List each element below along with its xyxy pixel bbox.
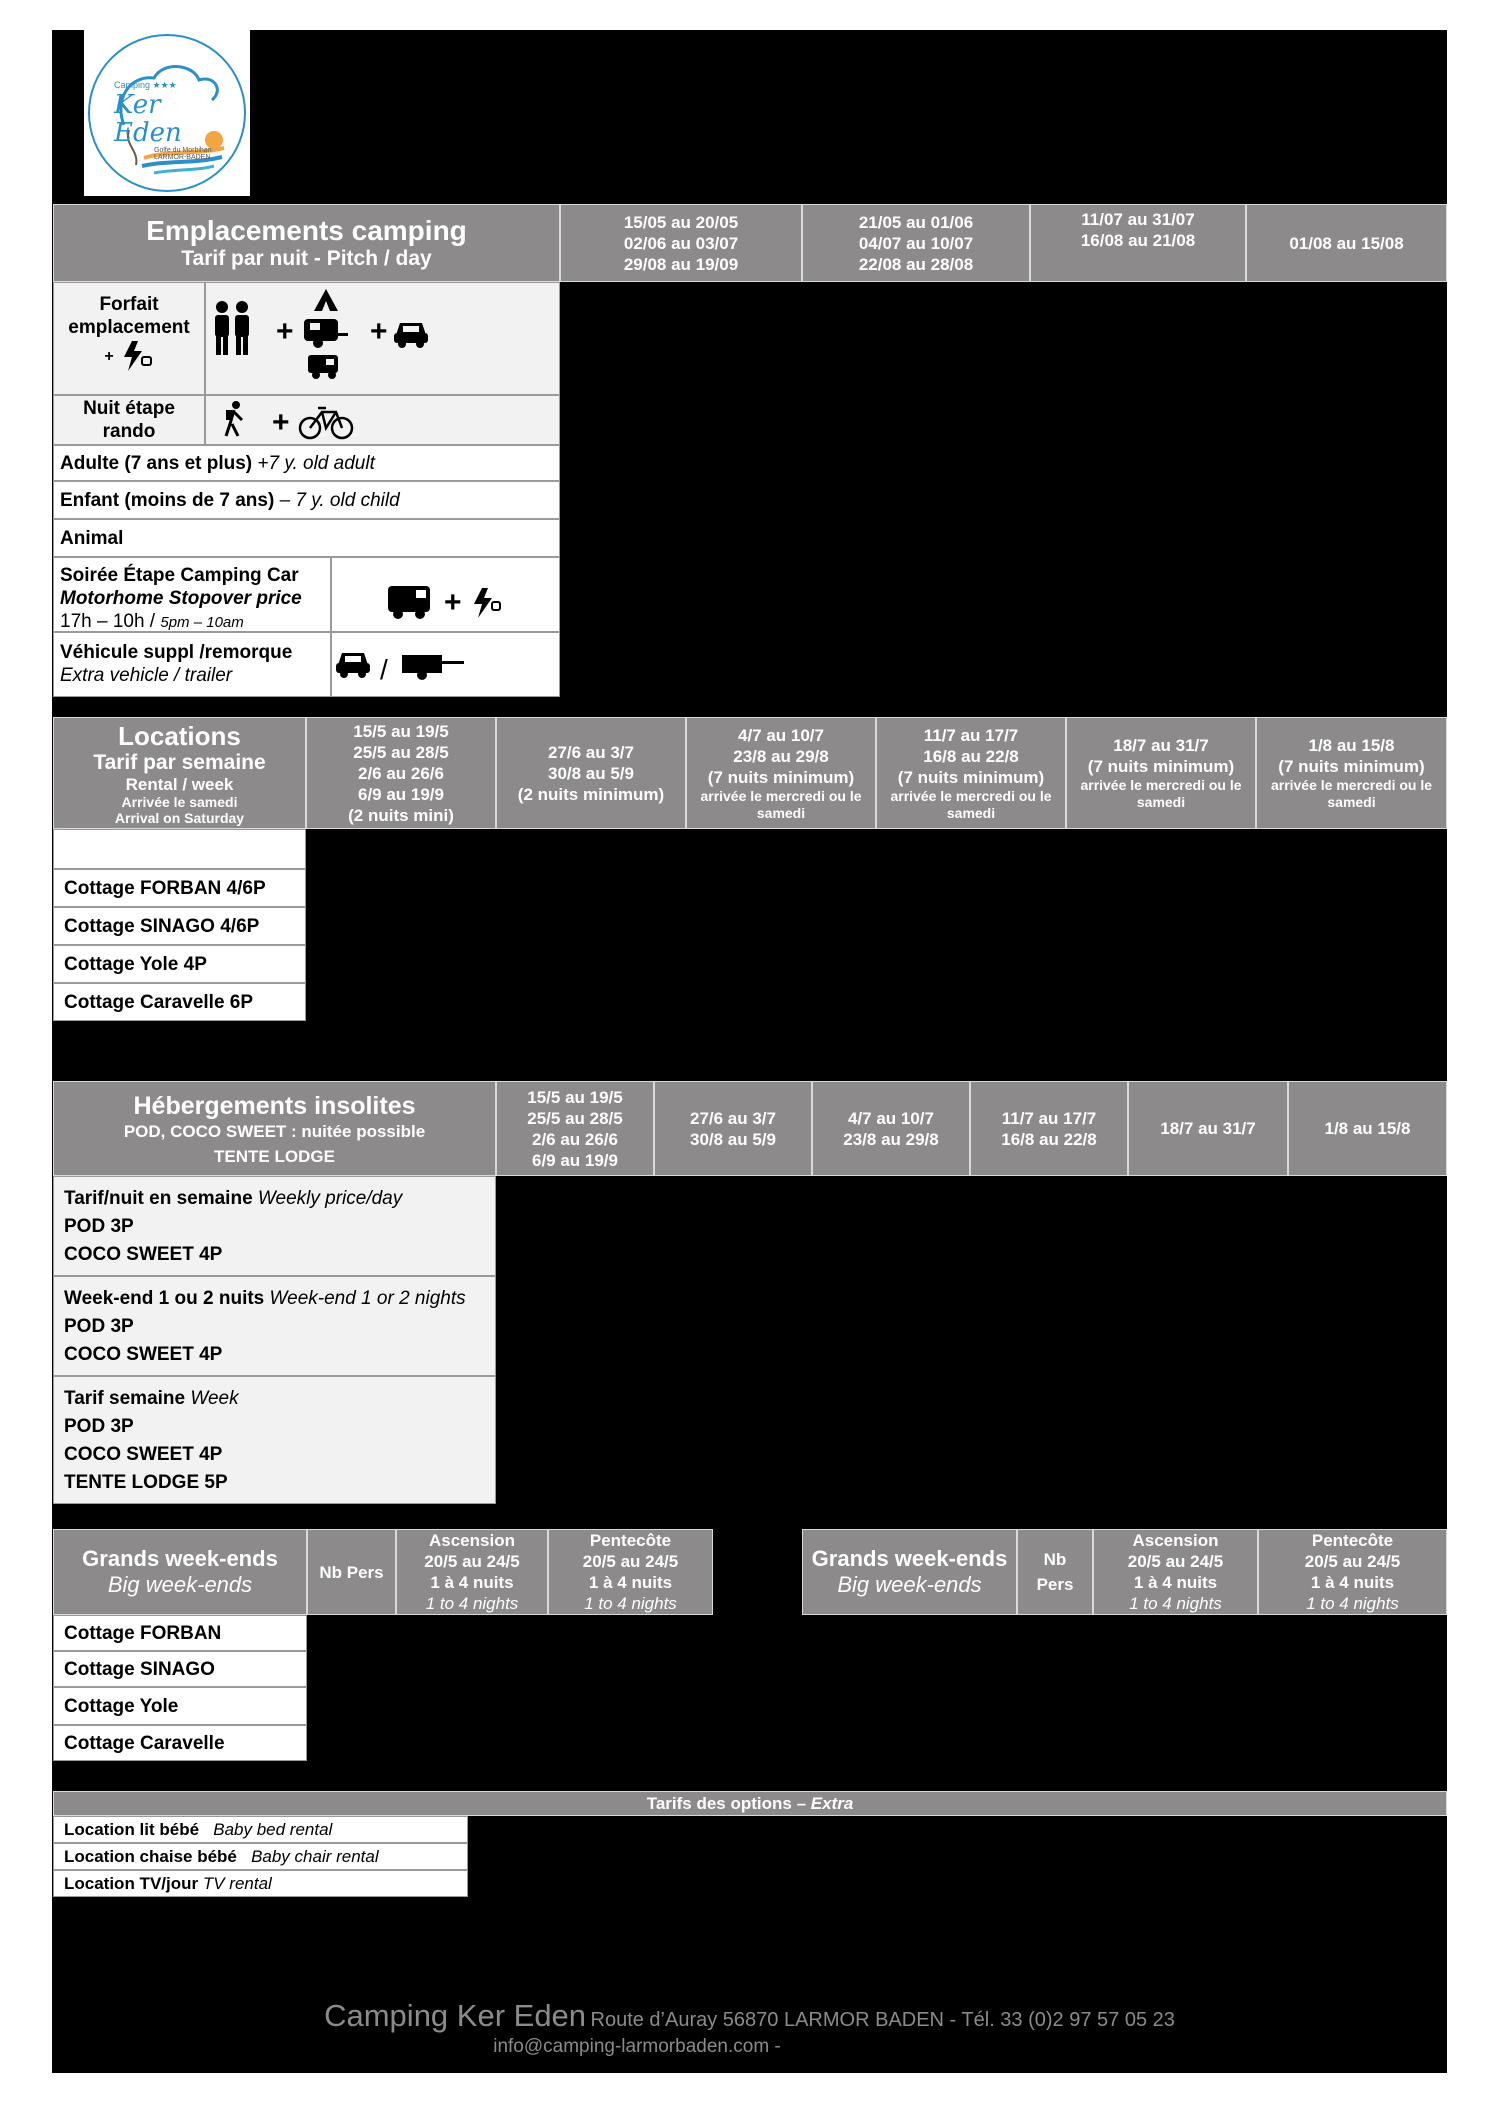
footer bbox=[52, 1998, 1447, 2068]
locations-header: Locations Tarif par semaine Rental / week Arrivée le samedi Arrival on Saturday bbox=[53, 717, 306, 829]
forfait-icons bbox=[205, 282, 560, 395]
soiree-icons bbox=[331, 557, 560, 632]
plus-sign-2: + bbox=[370, 315, 388, 348]
car-icon bbox=[336, 653, 370, 678]
insolites-header: Hébergements insolites POD, COCO SWEET : nuitée possible TENTE LODGE bbox=[53, 1081, 496, 1176]
hiker-icon bbox=[226, 401, 242, 436]
caravan-icon bbox=[304, 319, 348, 348]
insolites-group-1: Tarif/nuit en semaine Weekly price/day POD 3P COCO SWEET 4P bbox=[53, 1176, 496, 1276]
weekends-header-right: Grands week-ends Big week-ends bbox=[802, 1529, 1017, 1615]
plus-sign-4: + bbox=[444, 586, 462, 619]
camper-van-icon bbox=[308, 355, 338, 379]
insolites-group-2: Week-end 1 ou 2 nuits Week-end 1 or 2 nights POD 3P COCO SWEET 4P bbox=[53, 1276, 496, 1376]
emplacements-period-3: 11/07 au 31/07 16/08 au 21/08 bbox=[1030, 204, 1246, 282]
weekends-nbpers-right: Nb Pers bbox=[1017, 1529, 1093, 1615]
two-people-icon bbox=[215, 301, 249, 355]
plus-sign-3: + bbox=[272, 406, 290, 439]
electric-plug-icon bbox=[118, 339, 154, 373]
table-row: Cottage Yole bbox=[53, 1687, 307, 1725]
insolites-period-1: 15/5 au 19/5 25/5 au 28/5 2/6 au 26/6 6/9 au 19/9 bbox=[496, 1081, 654, 1176]
animal-row: Animal bbox=[53, 519, 560, 557]
motorhome-icon bbox=[388, 586, 430, 619]
tent-icon bbox=[314, 289, 338, 311]
insolites-period-3: 4/7 au 10/7 23/8 au 29/8 bbox=[812, 1081, 970, 1176]
weekends-pentecote-left: Pentecôte 20/5 au 24/5 1 à 4 nuits 1 to 4 nights bbox=[548, 1529, 713, 1615]
locations-period-1: 15/5 au 19/5 25/5 au 28/5 2/6 au 26/6 6/9 au 19/9 (2 nuits mini) bbox=[306, 717, 496, 829]
electric-plug-icon bbox=[474, 588, 500, 618]
logo bbox=[84, 30, 250, 196]
emplacements-header bbox=[53, 204, 560, 282]
bicycle-icon bbox=[300, 408, 352, 438]
weekends-pentecote-right: Pentecôte 20/5 au 24/5 1 à 4 nuits 1 to 4 nights bbox=[1258, 1529, 1447, 1615]
logo-camping: Camping ★★★ bbox=[114, 80, 177, 90]
adulte-row: Adulte (7 ans et plus) +7 y. old adult bbox=[53, 445, 560, 481]
insolites-period-6: 1/8 au 15/8 bbox=[1288, 1081, 1447, 1176]
slash-sign: / bbox=[380, 654, 388, 685]
option-row: Location chaise bébé Baby chair rental bbox=[53, 1843, 468, 1870]
options-header: Tarifs des options – Extra bbox=[53, 1791, 1447, 1816]
locations-blank-row bbox=[53, 829, 306, 869]
locations-period-6: 1/8 au 15/8 (7 nuits minimum) arrivée le mercredi ou le samedi bbox=[1256, 717, 1447, 829]
soiree-label: Soirée Étape Camping Car Motorhome Stopover price 17h – 10h / 5pm – 10am bbox=[53, 557, 331, 632]
option-row: Location lit bébé Baby bed rental bbox=[53, 1816, 468, 1843]
forfait-label: Forfait emplacement + bbox=[53, 282, 205, 395]
emplacements-title: Emplacements camping bbox=[146, 215, 467, 246]
weekends-ascension-right: Ascension 20/5 au 24/5 1 à 4 nuits 1 to 4 nights bbox=[1093, 1529, 1258, 1615]
table-row: Cottage Yole 4P bbox=[53, 945, 306, 983]
trailer-icon bbox=[402, 655, 464, 680]
insolites-period-4: 11/7 au 17/7 16/8 au 22/8 bbox=[970, 1081, 1128, 1176]
enfant-row: Enfant (moins de 7 ans) – 7 y. old child bbox=[53, 481, 560, 519]
table-row: Cottage SINAGO bbox=[53, 1651, 307, 1687]
weekends-ascension-left: Ascension 20/5 au 24/5 1 à 4 nuits 1 to 4 nights bbox=[396, 1529, 548, 1615]
footer-email: info@camping-larmorbaden.com - bbox=[493, 2036, 781, 2057]
option-row: Location TV/jour TV rental bbox=[53, 1870, 468, 1897]
table-row: Cottage SINAGO 4/6P bbox=[53, 907, 306, 945]
locations-period-4: 11/7 au 17/7 16/8 au 22/8 (7 nuits minimum) arrivée le mercredi ou le samedi bbox=[876, 717, 1066, 829]
locations-period-5: 18/7 au 31/7 (7 nuits minimum) arrivée le mercredi ou le samedi bbox=[1066, 717, 1256, 829]
logo-name: Ker Eden bbox=[114, 90, 182, 148]
vehicule-icons bbox=[331, 632, 560, 697]
emplacements-period-1: 15/05 au 20/05 02/06 au 03/07 29/08 au 19/09 bbox=[560, 204, 802, 282]
weekends-nbpers-left: Nb Pers bbox=[307, 1529, 396, 1615]
footer-name: Camping Ker Eden bbox=[324, 1998, 587, 2033]
emplacements-period-4: 01/08 au 15/08 bbox=[1246, 204, 1447, 282]
plus-sign-1: + bbox=[276, 315, 294, 348]
table-row: Cottage Caravelle 6P bbox=[53, 983, 306, 1021]
table-row: Cottage FORBAN 4/6P bbox=[53, 869, 306, 907]
locations-period-3: 4/7 au 10/7 23/8 au 29/8 (7 nuits minimum) arrivée le mercredi ou le samedi bbox=[686, 717, 876, 829]
rando-label: Nuit étape rando bbox=[53, 395, 205, 445]
logo-sub2: LARMOR-BADEN bbox=[154, 154, 211, 161]
emplacements-period-2: 21/05 au 01/06 04/07 au 10/07 22/08 au 28/08 bbox=[802, 204, 1030, 282]
vehicule-label: Véhicule suppl /remorque Extra vehicle / trailer bbox=[53, 632, 331, 697]
car-icon bbox=[394, 323, 428, 348]
table-row: Cottage Caravelle bbox=[53, 1725, 307, 1761]
emplacements-subtitle: Tarif par nuit - Pitch / day bbox=[181, 247, 432, 270]
insolites-period-5: 18/7 au 31/7 bbox=[1128, 1081, 1288, 1176]
rando-icons bbox=[205, 395, 560, 445]
insolites-period-2: 27/6 au 3/7 30/8 au 5/9 bbox=[654, 1081, 812, 1176]
weekends-header-left: Grands week-ends Big week-ends bbox=[53, 1529, 307, 1615]
insolites-group-3: Tarif semaine Week POD 3P COCO SWEET 4P TENTE LODGE 5P bbox=[53, 1376, 496, 1504]
table-row: Cottage FORBAN bbox=[53, 1615, 307, 1651]
footer-address: Route d’Auray 56870 LARMOR BADEN - Tél. 33 (0)2 97 57 05 23 bbox=[590, 2009, 1175, 2031]
logo-sub1: Golfe du Morbihan bbox=[154, 147, 212, 154]
locations-period-2: 27/6 au 3/7 30/8 au 5/9 (2 nuits minimum) bbox=[496, 717, 686, 829]
